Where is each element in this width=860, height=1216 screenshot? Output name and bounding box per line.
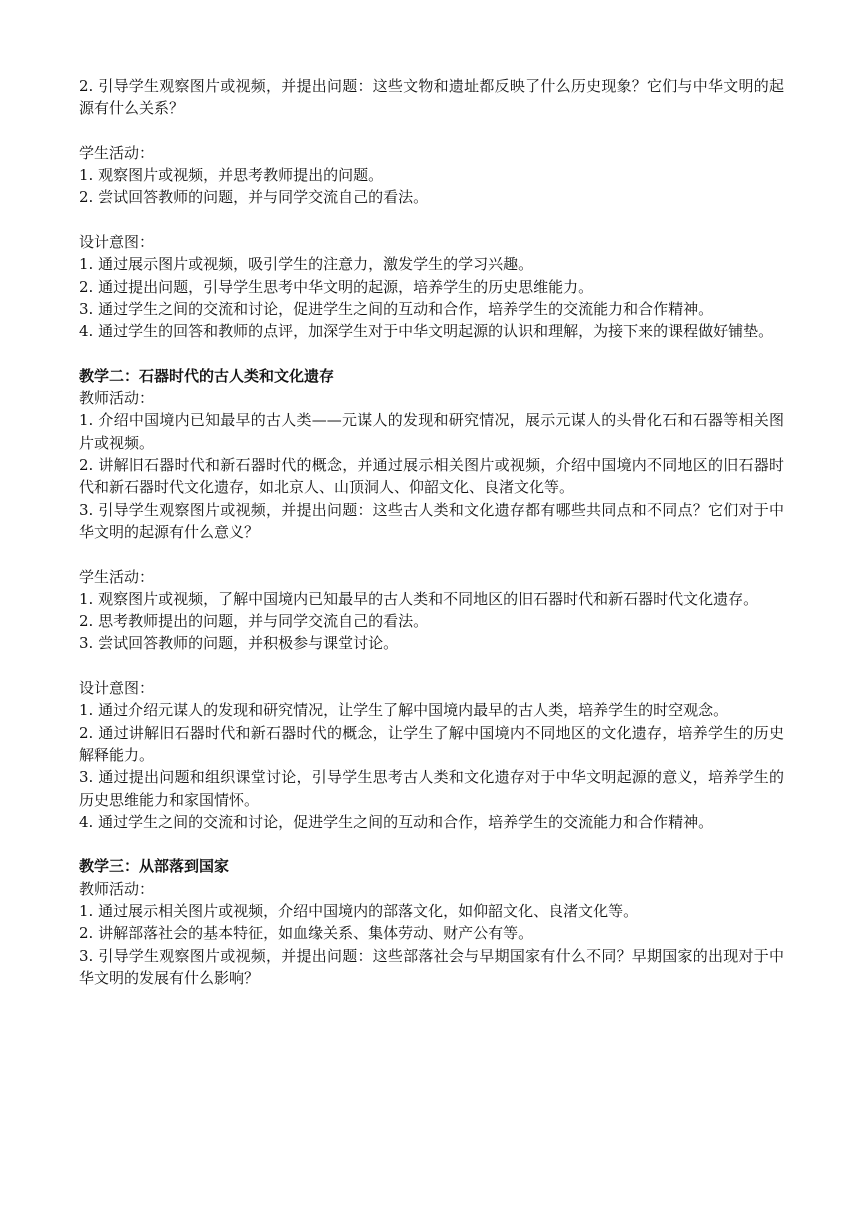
intro-teacher-item-2: 2. 引导学生观察图片或视频，并提出问题：这些文物和遗址都反映了什么历史现象？它们与中华文明的起源有什么关系？ (79, 77, 784, 118)
section3-title: 教学三：从部落到国家 (79, 857, 230, 876)
spacer (79, 655, 784, 677)
intro-design-label: 设计意图： (79, 233, 155, 252)
intro-student-item-2: 2. 尝试回答教师的问题，并与同学交流自己的看法。 (79, 188, 429, 207)
section3-teacher-item-2: 2. 讲解部落社会的基本特征，如血缘关系、集体劳动、财产公有等。 (79, 924, 534, 943)
section2-teacher-label: 教师活动： (79, 389, 155, 408)
intro-design-item-4: 4. 通过学生的回答和教师的点评，加深学生对于中华文明起源的认识和理解，为接下来的课程做好铺垫。 (79, 322, 774, 341)
section2-teacher-item-3: 3. 引导学生观察图片或视频，并提出问题：这些古人类和文化遗存都有哪些共同点和不同点？它们对于中华文明的起源有什么意义？ (79, 500, 784, 541)
section2-student-label: 学生活动： (79, 567, 155, 586)
section2-design-item-3: 3. 通过提出问题和组织课堂讨论，引导学生思考古人类和文化遗存对于中华文明起源的意义，培养学生的历史思维能力和家国情怀。 (79, 768, 784, 809)
section2-design-item-2: 2. 通过讲解旧石器时代和新石器时代的概念，让学生了解中国境内不同地区的文化遗存，培养学生的历史解释能力。 (79, 723, 784, 764)
document-page (79, 75, 784, 989)
spacer (79, 343, 784, 365)
section2-teacher-item-2: 2. 讲解旧石器时代和新石器时代的概念，并通过展示相关图片或视频，介绍中国境内不同地区的旧石器时代和新石器时代文化遗存，如北京人、山顶洞人、仰韶文化、良渚文化等。 (79, 456, 784, 497)
section2-design-item-1: 1. 通过介绍元谋人的发现和研究情况，让学生了解中国境内最早的古人类，培养学生的时空观念。 (79, 701, 729, 720)
section2-design-label: 设计意图： (79, 679, 155, 698)
spacer (79, 543, 784, 565)
section2-design-item-4: 4. 通过学生之间的交流和讨论，促进学生之间的互动和合作，培养学生的交流能力和合作精神。 (79, 812, 714, 831)
intro-student-item-1: 1. 观察图片或视频，并思考教师提出的问题。 (79, 166, 384, 185)
section2-teacher-item-1: 1. 介绍中国境内已知最早的古人类——元谋人的发现和研究情况，展示元谋人的头骨化石和石器等相关图片或视频。 (79, 411, 784, 452)
section2-student-item-2: 2. 思考教师提出的问题，并与同学交流自己的看法。 (79, 612, 429, 631)
intro-design-item-3: 3. 通过学生之间的交流和讨论，促进学生之间的互动和合作，培养学生的交流能力和合作精神。 (79, 299, 714, 318)
intro-design-item-2: 2. 通过提出问题，引导学生思考中华文明的起源，培养学生的历史思维能力。 (79, 277, 594, 296)
section3-teacher-item-3: 3. 引导学生观察图片或视频，并提出问题：这些部落社会与早期国家有什么不同？早期国家的出现对于中华文明的发展有什么影响？ (79, 946, 784, 987)
spacer (79, 120, 784, 142)
spacer (79, 209, 784, 231)
intro-design-item-1: 1. 通过展示图片或视频，吸引学生的注意力，激发学生的学习兴趣。 (79, 255, 534, 274)
section2-student-item-3: 3. 尝试回答教师的问题，并积极参与课堂讨论。 (79, 634, 399, 653)
intro-student-label: 学生活动： (79, 143, 155, 162)
section2-title: 教学二：石器时代的古人类和文化遗存 (79, 366, 335, 385)
spacer (79, 833, 784, 855)
section2-student-item-1: 1. 观察图片或视频，了解中国境内已知最早的古人类和不同地区的旧石器时代和新石器时代文化遗存。 (79, 589, 759, 608)
section3-teacher-label: 教师活动： (79, 879, 155, 898)
section3-teacher-item-1: 1. 通过展示相关图片或视频，介绍中国境内的部落文化，如仰韶文化、良渚文化等。 (79, 901, 639, 920)
